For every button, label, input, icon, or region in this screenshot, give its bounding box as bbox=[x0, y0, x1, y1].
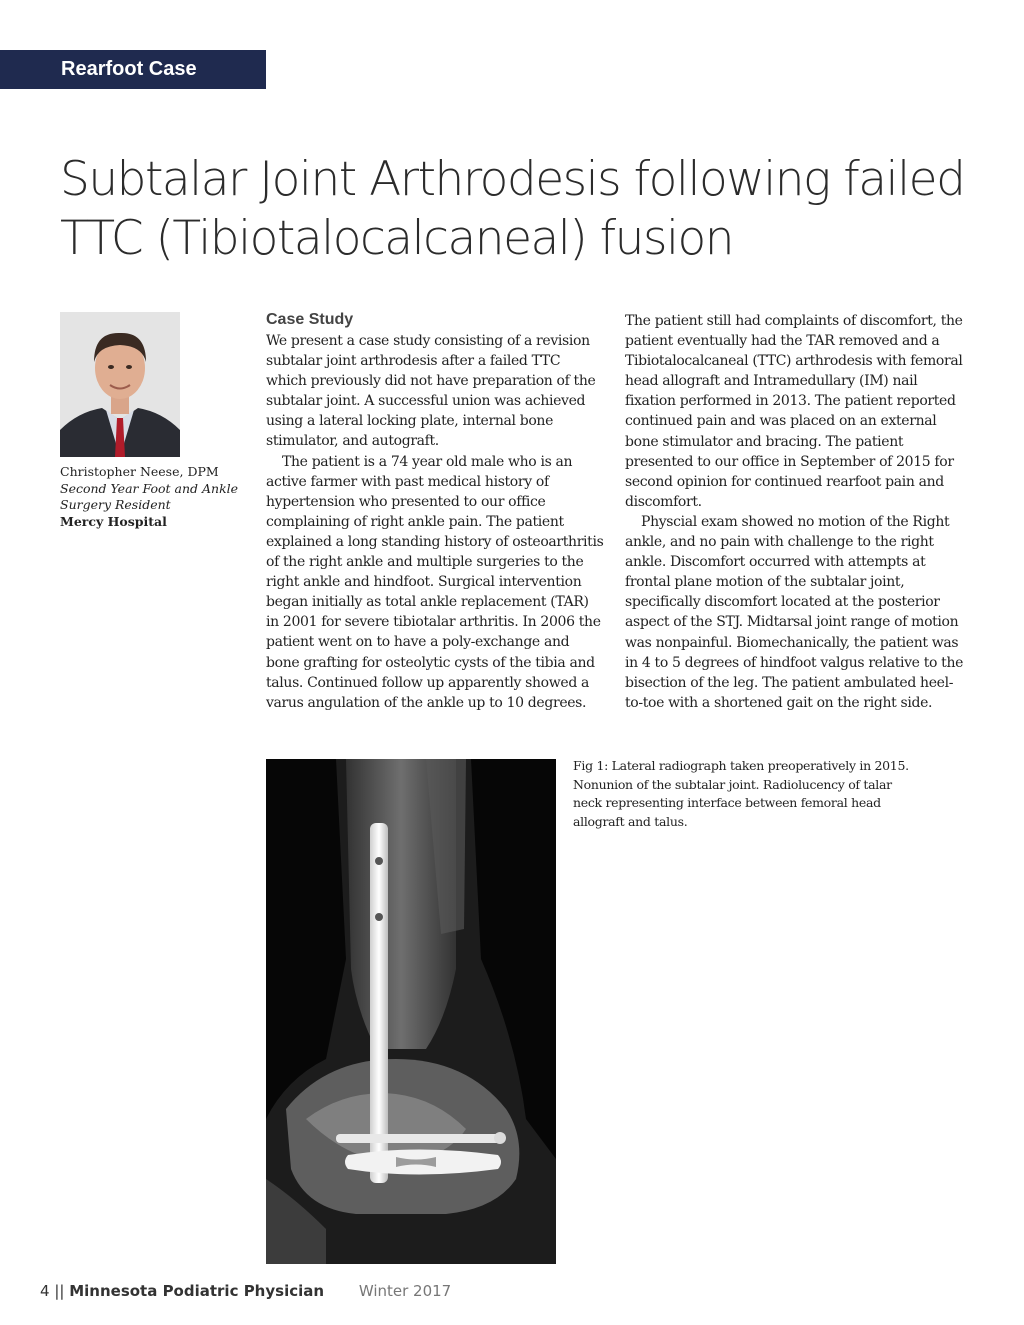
paragraph-treatment: The patient still had complaints of discomfort, the patient eventually had the TAR removed and a Tibiotalocalcaneal (TTC) arthrodesis with femoral head allograft and Intramedullary (IM) nail fixation performed in 2013. The patient reported continued pain and was placed on an external bone stimulator and bracing. The patient presented to our office in September of 2015 for second opinion for continued rearfoot pain and discomfort. bbox=[625, 313, 963, 510]
paragraph-exam: Physcial exam showed no motion of the Right ankle, and no pain with challenge to the right ankle. Discomfort occurred with attempts at frontal plane motion of the subtalar joint, specifically discomfort located at the posterior aspect of the STJ. Midtarsal joint range of motion was nonpainful. Biomechanically, the patient was in 4 to 5 degrees of hindfoot valgus relative to the bisection of the leg. The patient ambulated heel-to-toe with a shortened gait on the right side. bbox=[625, 513, 964, 711]
body-column-2 bbox=[625, 311, 970, 713]
radiograph-icon bbox=[266, 759, 556, 1264]
article-title bbox=[60, 150, 990, 268]
body-column-1 bbox=[266, 309, 604, 713]
author-role-line-2: Surgery Resident bbox=[60, 497, 171, 512]
radiograph-image bbox=[266, 759, 556, 1264]
author-organization: Mercy Hospital bbox=[60, 513, 167, 529]
author-name: Christopher Neese, DPM bbox=[60, 464, 219, 479]
section-tab-label: Rearfoot Case bbox=[61, 58, 197, 80]
author-portrait-icon bbox=[60, 312, 180, 457]
figure-caption: Fig 1: Lateral radiograph taken preoperatively in 2015. Nonunion of the subtalar joint. Radiolucency of talar neck representing interface between femoral head allograft and talus. bbox=[573, 758, 909, 829]
page-number: 4 bbox=[40, 1282, 50, 1300]
article-title-line-2: TTC (Tibiotalocalcaneal) fusion bbox=[60, 211, 734, 266]
paragraph-intro: We present a case study consisting of a revision subtalar joint arthrodesis after a failed TTC which previously did not have preparation of the subtalar joint. A successful union was achieved using a lateral locking plate, internal bone stimulator, and autograft. bbox=[266, 333, 596, 450]
issue-date: Winter 2017 bbox=[358, 1282, 452, 1300]
section-tab bbox=[0, 50, 266, 89]
author-photo bbox=[60, 312, 180, 457]
footer-separator: || bbox=[54, 1282, 65, 1300]
author-role-line-1: Second Year Foot and Ankle bbox=[60, 480, 239, 496]
page-footer bbox=[40, 1282, 451, 1300]
article-title-line-1: Subtalar Joint Arthrodesis following failed bbox=[60, 152, 965, 207]
paragraph-history: The patient is a 74 year old male who is an active farmer with past medical history of hypertension who presented to our office complaining of right ankle pain. The patient explained a long standing history of osteoarthritis of the right ankle and multiple surgeries to the right ankle and hindfoot. Surgical intervention began initially as total ankle replacement (TAR) in 2001 for severe tibiotalar arthritis. In 2006 the patient went on to have a poly-exchange and bone grafting for osteolytic cysts of the tibia and talus. Continued follow up apparently showed a varus angulation of the ankle up to 10 degrees. bbox=[266, 453, 604, 711]
author-block bbox=[60, 464, 250, 530]
section-heading: Case Study bbox=[266, 311, 354, 328]
publication-name: Minnesota Podiatric Physician bbox=[69, 1282, 325, 1300]
